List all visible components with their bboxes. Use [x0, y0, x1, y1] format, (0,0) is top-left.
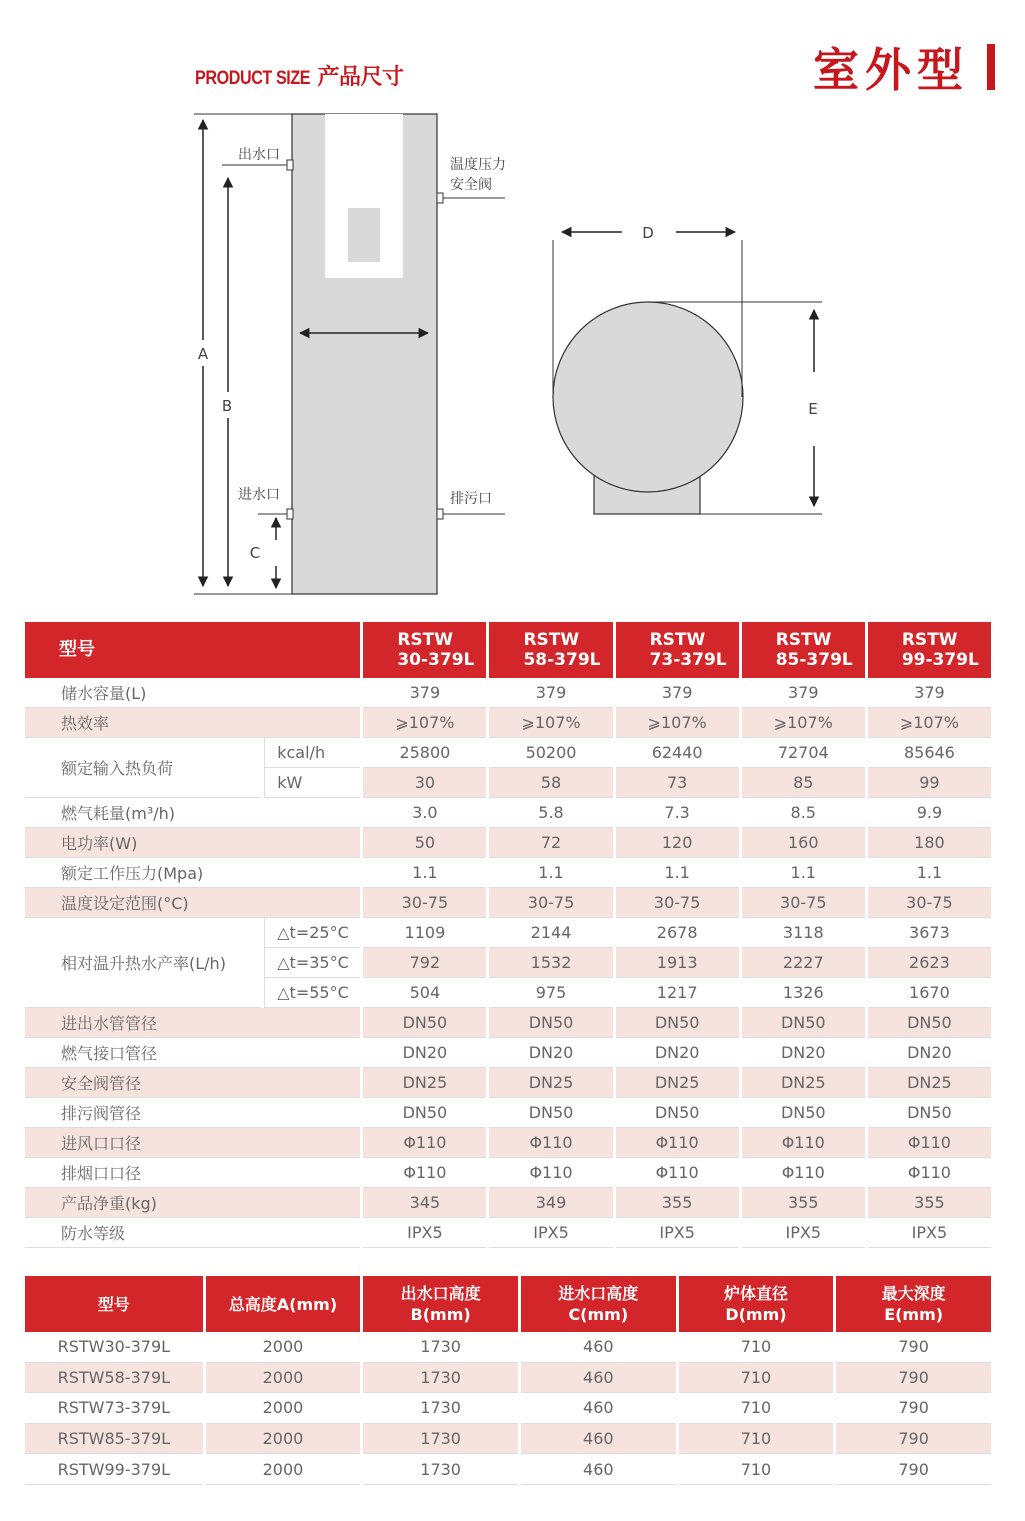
product-size-en: PRODUCT SIZE [195, 68, 311, 89]
product-size-cn: 产品尺寸 [317, 64, 404, 89]
table-row: 燃气接口管径 DN20 DN20 DN20 DN20 DN20 [25, 1038, 991, 1068]
dim-c-label: C [249, 544, 261, 562]
dims-col-inlet: 进水口高度 C(mm) [521, 1276, 676, 1332]
table-row: 燃气耗量(m³/h) 3.0 5.8 7.3 8.5 9.9 [25, 798, 991, 828]
table-row: △t=35°C 792 1532 1913 2227 2623 [25, 948, 991, 978]
product-dimension-diagram [0, 0, 1025, 610]
dim-a-label: A [197, 345, 209, 363]
valve-label-1: 温度压力 [450, 157, 506, 173]
drain-port [437, 509, 443, 519]
table-row: 进出水管管径 DN50 DN50 DN50 DN50 DN50 [25, 1008, 991, 1038]
table-row: RSTW85-379L 2000 1730 460 710 790 [25, 1424, 991, 1455]
dims-col-diameter: 炉体直径 D(mm) [679, 1276, 834, 1332]
table-row: kW 30 58 73 85 99 [25, 768, 991, 798]
dims-col-height: 总高度A(mm) [206, 1276, 361, 1332]
top-view-tank [553, 302, 743, 492]
dim-e-label: E [808, 400, 818, 418]
dims-col-outlet: 出水口高度 B(mm) [363, 1276, 518, 1332]
model-col-5: RSTW 99-379L [868, 622, 991, 678]
dim-d-label: D [642, 224, 654, 242]
table-row: 相对温升热水产率(L/h) △t=25°C 1109 2144 2678 3118 3673 [25, 918, 991, 948]
table-row: 温度设定范围(°C) 30-75 30-75 30-75 30-75 30-75 [25, 888, 991, 918]
spec-header-row [25, 622, 991, 678]
dim-b-label: B [221, 397, 233, 415]
model-col-4: RSTW 85-379L [742, 622, 865, 678]
dims-col-depth: 最大深度 E(mm) [836, 1276, 991, 1332]
model-col-3: RSTW 73-379L [616, 622, 739, 678]
table-row: 防水等级 IPX5 IPX5 IPX5 IPX5 IPX5 [25, 1218, 991, 1248]
dims-header-row [25, 1276, 991, 1332]
table-row: 额定工作压力(Mpa) 1.1 1.1 1.1 1.1 1.1 [25, 858, 991, 888]
spec-table [22, 622, 994, 1248]
table-row: 产品净重(kg) 345 349 355 355 355 [25, 1188, 991, 1218]
inlet-label: 进水口 [238, 487, 280, 503]
table-row: 储水容量(L) 379 379 379 379 379 [25, 678, 991, 708]
table-row: RSTW30-379L 2000 1730 460 710 790 [25, 1332, 991, 1363]
model-col-1: RSTW 30-379L [363, 622, 486, 678]
outlet-label: 出水口 [238, 147, 280, 163]
cabinet-window [348, 208, 380, 262]
valve-port [437, 193, 443, 203]
dims-col-model: 型号 [25, 1276, 203, 1332]
table-row: 排污阀管径 DN50 DN50 DN50 DN50 DN50 [25, 1098, 991, 1128]
category-label: 室外型 [813, 43, 969, 97]
table-row: RSTW58-379L 2000 1730 460 710 790 [25, 1363, 991, 1394]
table-row: 额定输入热负荷 kcal/h 25800 50200 62440 72704 85646 [25, 738, 991, 768]
outlet-port [287, 160, 293, 170]
model-col-2: RSTW 58-379L [489, 622, 612, 678]
inlet-port [287, 509, 293, 519]
table-row: 安全阀管径 DN25 DN25 DN25 DN25 DN25 [25, 1068, 991, 1098]
table-row: 电功率(W) 50 72 120 160 180 [25, 828, 991, 858]
table-row: 进风口口径 Φ110 Φ110 Φ110 Φ110 Φ110 [25, 1128, 991, 1158]
valve-label-2: 安全阀 [450, 177, 492, 193]
table-row: 排烟口口径 Φ110 Φ110 Φ110 Φ110 Φ110 [25, 1158, 991, 1188]
model-header: 型号 [25, 622, 360, 678]
table-row: 热效率 ⩾107% ⩾107% ⩾107% ⩾107% ⩾107% [25, 708, 991, 738]
table-row: RSTW73-379L 2000 1730 460 710 790 [25, 1393, 991, 1424]
table-row: RSTW99-379L 2000 1730 460 710 790 [25, 1454, 991, 1485]
drain-label: 排污口 [450, 491, 492, 507]
dimensions-table [22, 1276, 994, 1485]
table-row: △t=55°C 504 975 1217 1326 1670 [25, 978, 991, 1008]
